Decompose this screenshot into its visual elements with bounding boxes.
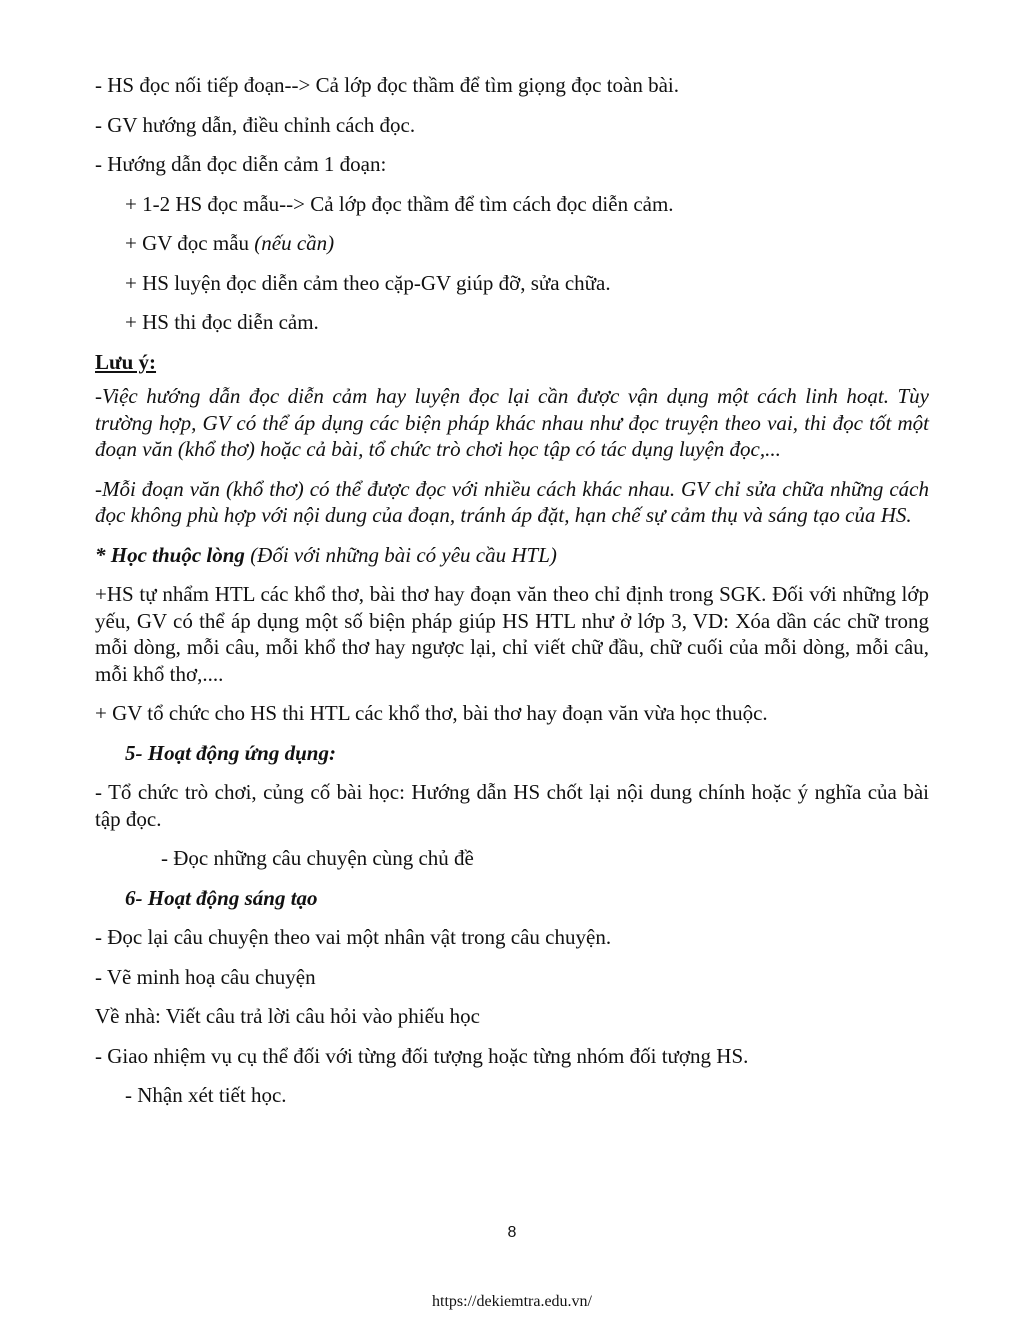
text-line: + HS thi đọc diễn cảm. [125,310,319,334]
footer-url: https://dekiemtra.edu.vn/ [432,1293,592,1310]
text-line: - Hướng dẫn đọc diễn cảm 1 đoạn: [95,152,387,176]
note-paragraph: -Mỗi đoạn văn (khổ thơ) có thể được đọc với nhiều cách khác nhau. GV chỉ sửa chữa những cách đọc không phù hợp với nội dung của đoạn, tránh áp đặt, hạn chế sự cảm thụ và sáng tạo của HS. [95,476,929,527]
memorize-subtitle: (Đối với những bài có yêu cầu HTL) [244,542,557,567]
page-number: 8 [507,1224,517,1241]
memorize-heading [95,542,929,569]
text-line: + 1-2 HS đọc mẫu--> Cả lớp đọc thầm để tìm cách đọc diễn cảm. [125,191,674,216]
note-heading: Lưu ý: [95,349,157,374]
section-5-paragraph: - Tổ chức trò chơi, củng cố bài học: Hướng dẫn HS chốt lại nội dung chính hoặc ý nghĩa của bài tập đọc. [95,780,929,831]
section-6-paragraph: - Đọc lại câu chuyện theo vai một nhân vật trong câu chuyện. [95,925,612,949]
text-span: + GV đọc mẫu [125,231,255,255]
section-5-title: 5- Hoạt động ứng dụng: [125,740,336,765]
note-paragraph: -Việc hướng dẫn đọc diễn cảm hay luyện đọc lại cần được vận dụng một cách linh hoạt. Tùy trường hợp, GV có thể áp dụng các biện pháp khác nhau như đọc truyện theo vai, thi đọc tốt một đoạn văn (khổ thơ) hoặc cả bài, tổ chức trò chơi học tập có tác dụng luyện đọc,... [95,384,929,461]
text-line [95,230,929,257]
section-6-paragraph: Về nhà: Viết câu trả lời câu hỏi vào phiếu học [95,1004,480,1028]
text-line: - GV hướng dẫn, điều chỉnh cách đọc. [95,112,416,137]
italic-note: (nếu cần) [254,231,335,255]
memorize-paragraph: +HS tự nhẩm HTL các khổ thơ, bài thơ hay đoạn văn theo chỉ định trong SGK. Đối với những lớp yếu, GV có thể áp dụng một số biện pháp giúp HS HTL như ở lớp 3, VD: Xóa dần các chữ trong mỗi dòng, mỗi câu, mỗi khổ thơ hay ngược lại, chỉ viết chữ đầu, chữ cuối của mỗi dòng, mỗi câu, mỗi khổ thơ,.... [95,582,929,686]
memorize-paragraph: + GV tổ chức cho HS thi HTL các khổ thơ, bài thơ hay đoạn văn vừa học thuộc. [95,701,768,725]
section-6-paragraph: - Giao nhiệm vụ cụ thể đối với từng đối tượng hoặc từng nhóm đối tượng HS. [95,1043,749,1068]
section-5-paragraph: - Đọc những câu chuyện cùng chủ đề [161,846,474,870]
page-content [95,72,929,1122]
section-6-paragraph: - Nhận xét tiết học. [125,1083,287,1107]
section-6-title: 6- Hoạt động sáng tạo [125,885,318,910]
text-line: - HS đọc nối tiếp đoạn--> Cả lớp đọc thầm để tìm giọng đọc toàn bài. [95,73,680,97]
section-6-paragraph: - Vẽ minh hoạ câu chuyện [95,964,316,989]
memorize-title: * Học thuộc lòng [95,542,245,567]
text-line: + HS luyện đọc diễn cảm theo cặp-GV giúp đỡ, sửa chữa. [125,270,611,295]
